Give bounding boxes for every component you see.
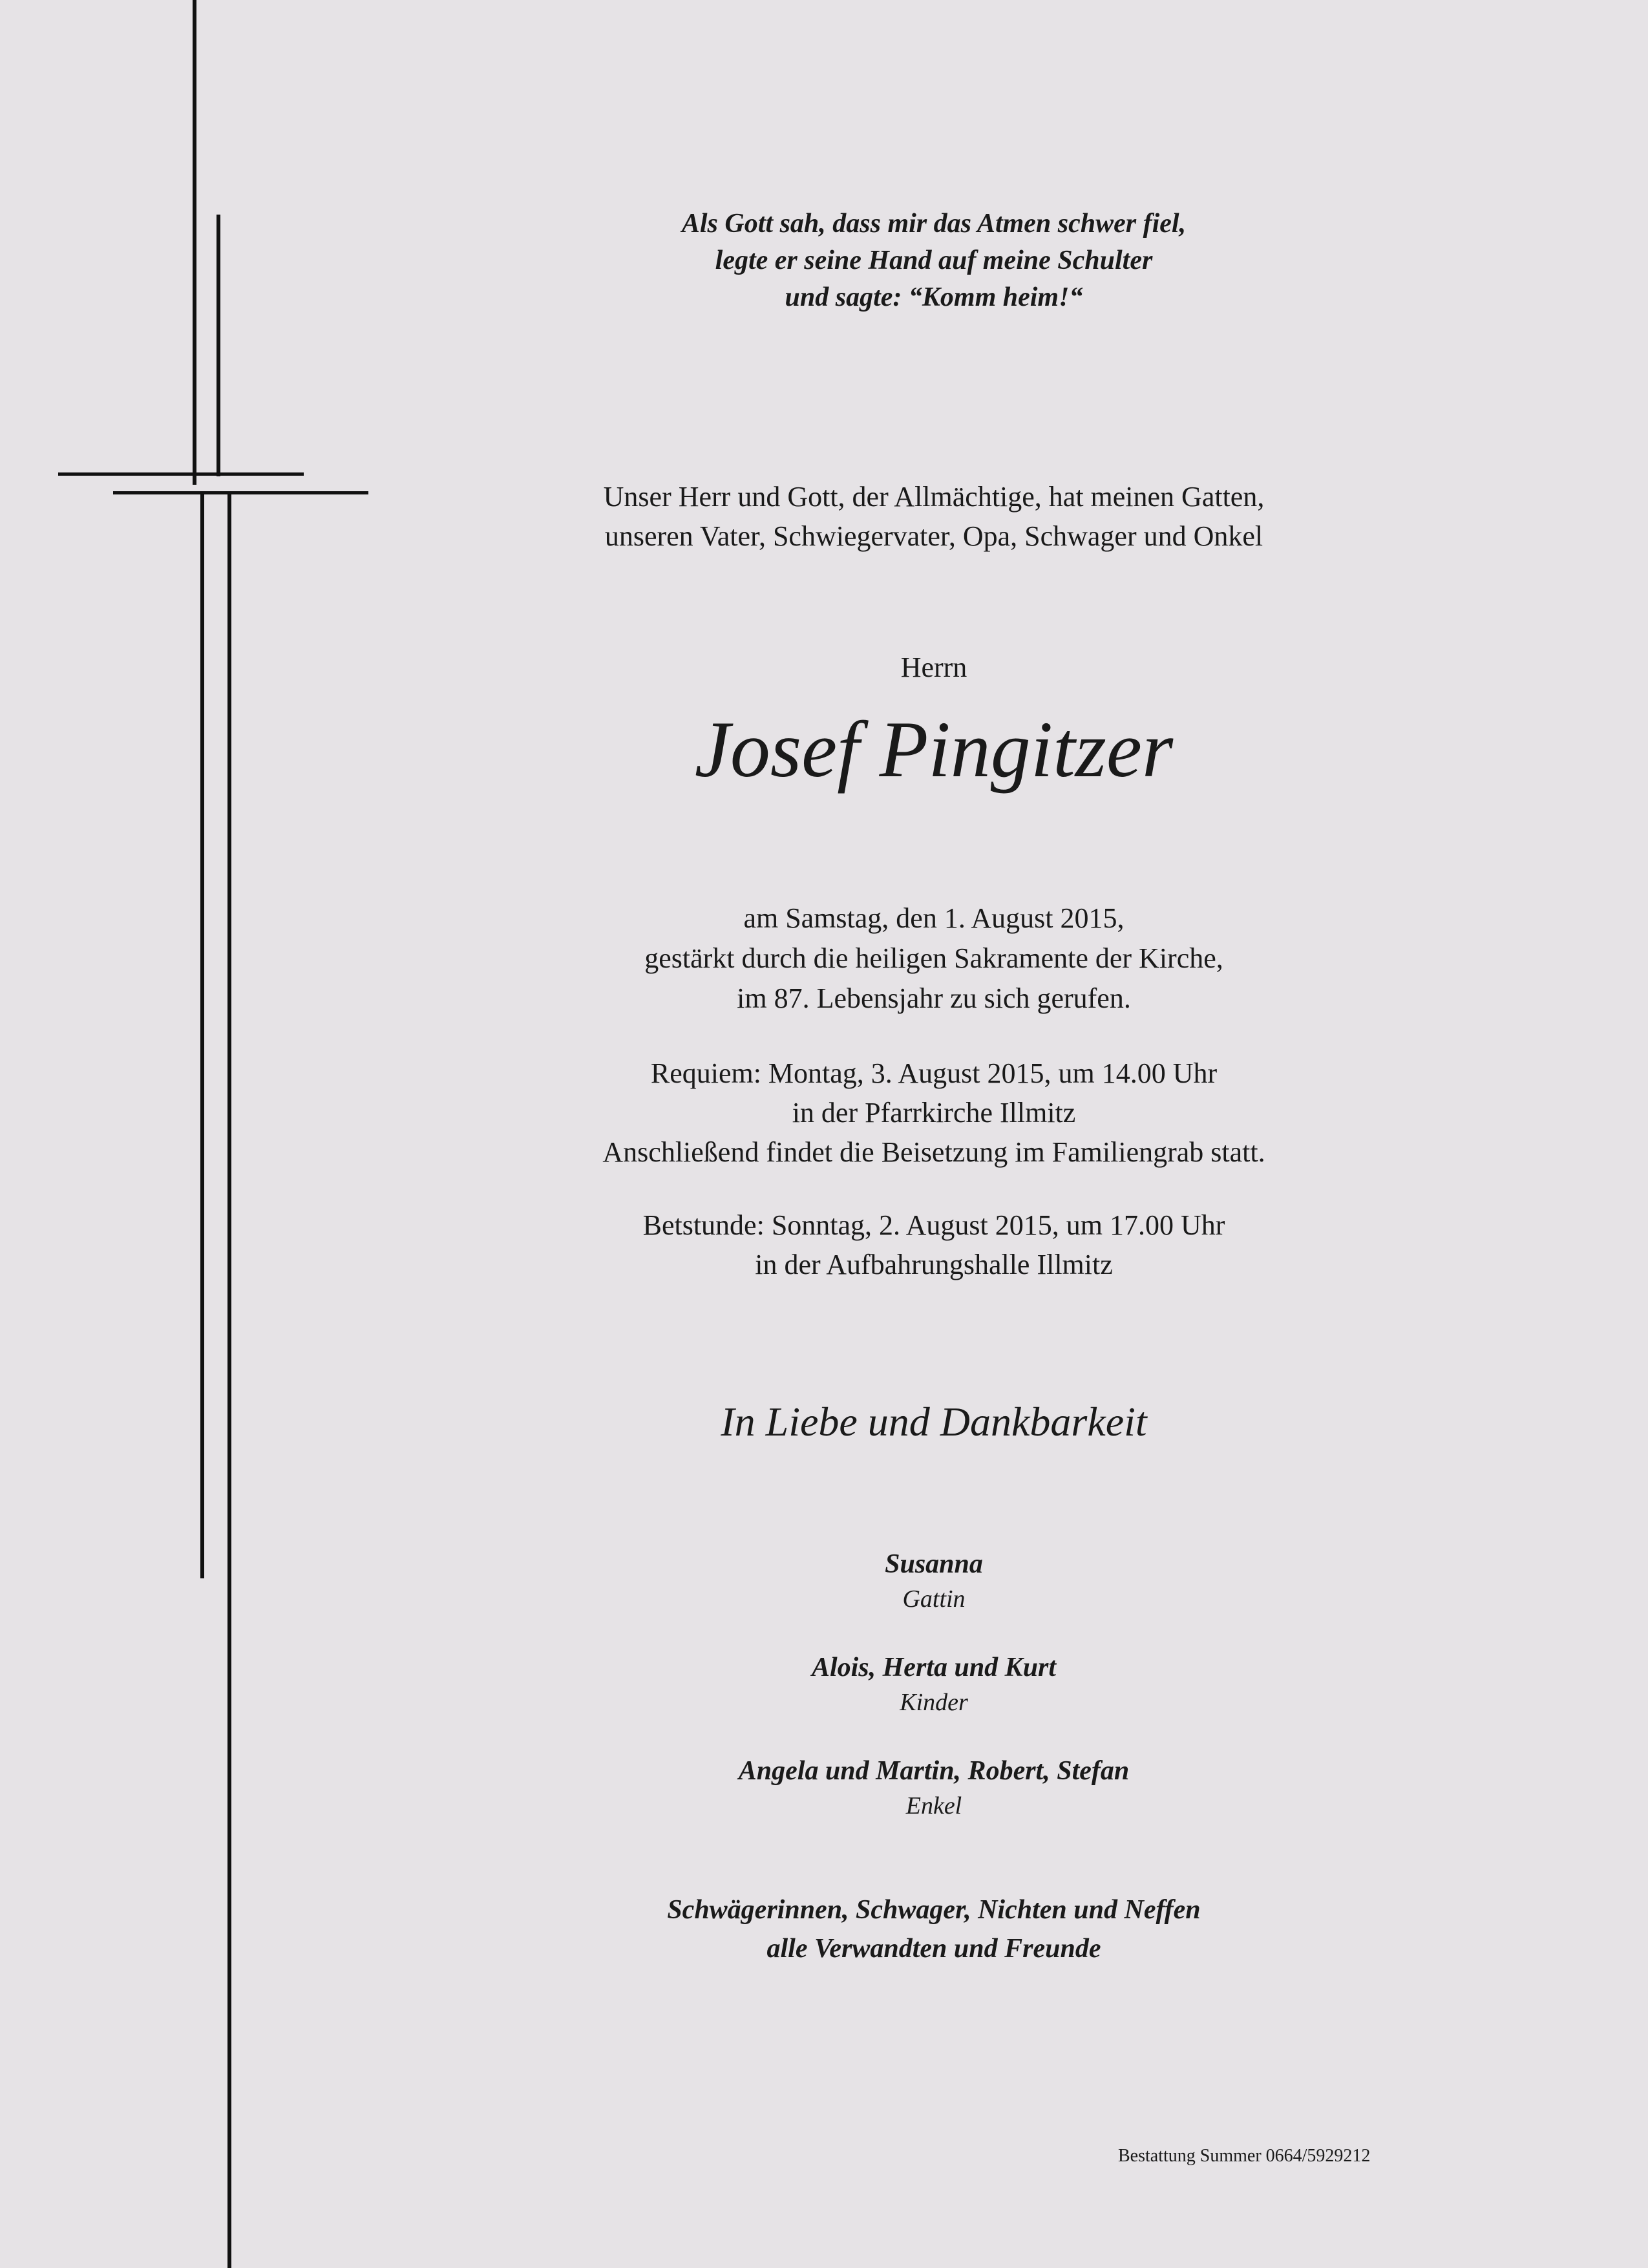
family-names: Angela und Martin, Robert, Stefan (738, 1756, 1130, 1786)
cross-bar-upper (58, 472, 304, 476)
cross-vertical-right-lower (227, 493, 231, 2268)
family-group-children (491, 1649, 1377, 1719)
prayer-line: Betstunde: Sonntag, 2. August 2015, um 17.00 Uhr (642, 1209, 1225, 1241)
cross-vertical-left-lower (200, 493, 204, 1578)
family-role: Gattin (902, 1585, 966, 1613)
deceased-name: Josef Pingitzer (694, 705, 1174, 794)
family-role: Kinder (900, 1689, 968, 1716)
family-group-spouse (491, 1546, 1377, 1616)
requiem-line: Anschließend findet die Beisetzung im Familiengrab statt. (602, 1136, 1265, 1168)
requiem-info (491, 1054, 1377, 1172)
cross-bar-lower (113, 491, 368, 494)
thanks-heading: In Liebe und Dankbarkeit (721, 1399, 1147, 1445)
family-names: Susanna (885, 1549, 983, 1579)
salutation: Herrn (900, 652, 967, 683)
death-line: am Samstag, den 1. August 2015, (743, 902, 1125, 934)
cross-vertical-right-upper (217, 215, 220, 476)
motto-verse (491, 206, 1377, 316)
requiem-line: in der Pfarrkirche Illmitz (792, 1097, 1076, 1129)
intro-text (491, 477, 1377, 556)
death-line: gestärkt durch die heiligen Sakramente der Kirche, (644, 942, 1223, 974)
closing-line: Schwägerinnen, Schwager, Nichten und Neffen (667, 1895, 1201, 1925)
family-group-grandchildren (491, 1753, 1377, 1823)
family-names: Alois, Herta und Kurt (811, 1653, 1057, 1682)
requiem-line: Requiem: Montag, 3. August 2015, um 14.00 Uhr (650, 1057, 1218, 1089)
family-role: Enkel (905, 1792, 962, 1819)
closing-line: alle Verwandten und Freunde (766, 1934, 1101, 1964)
death-notice (491, 898, 1377, 1019)
death-line: im 87. Lebensjahr zu sich gerufen. (737, 982, 1131, 1014)
intro-line: unseren Vater, Schwiegervater, Opa, Schwager und Onkel (604, 520, 1263, 552)
prayer-line: in der Aufbahrungshalle Illmitz (755, 1249, 1113, 1280)
funeral-home-footer: Bestattung Summer 0664/5929212 (1118, 2146, 1371, 2166)
motto-line: Als Gott sah, dass mir das Atmen schwer fiel, (681, 209, 1187, 238)
intro-line: Unser Herr und Gott, der Allmächtige, hat meinen Gatten, (603, 481, 1265, 513)
motto-line: legte er seine Hand auf meine Schulter (715, 246, 1153, 275)
prayer-hour-info (491, 1205, 1377, 1284)
closing-relatives (491, 1891, 1377, 1968)
motto-line: und sagte: “Komm heim!“ (785, 282, 1083, 312)
cross-vertical-left (193, 0, 196, 485)
